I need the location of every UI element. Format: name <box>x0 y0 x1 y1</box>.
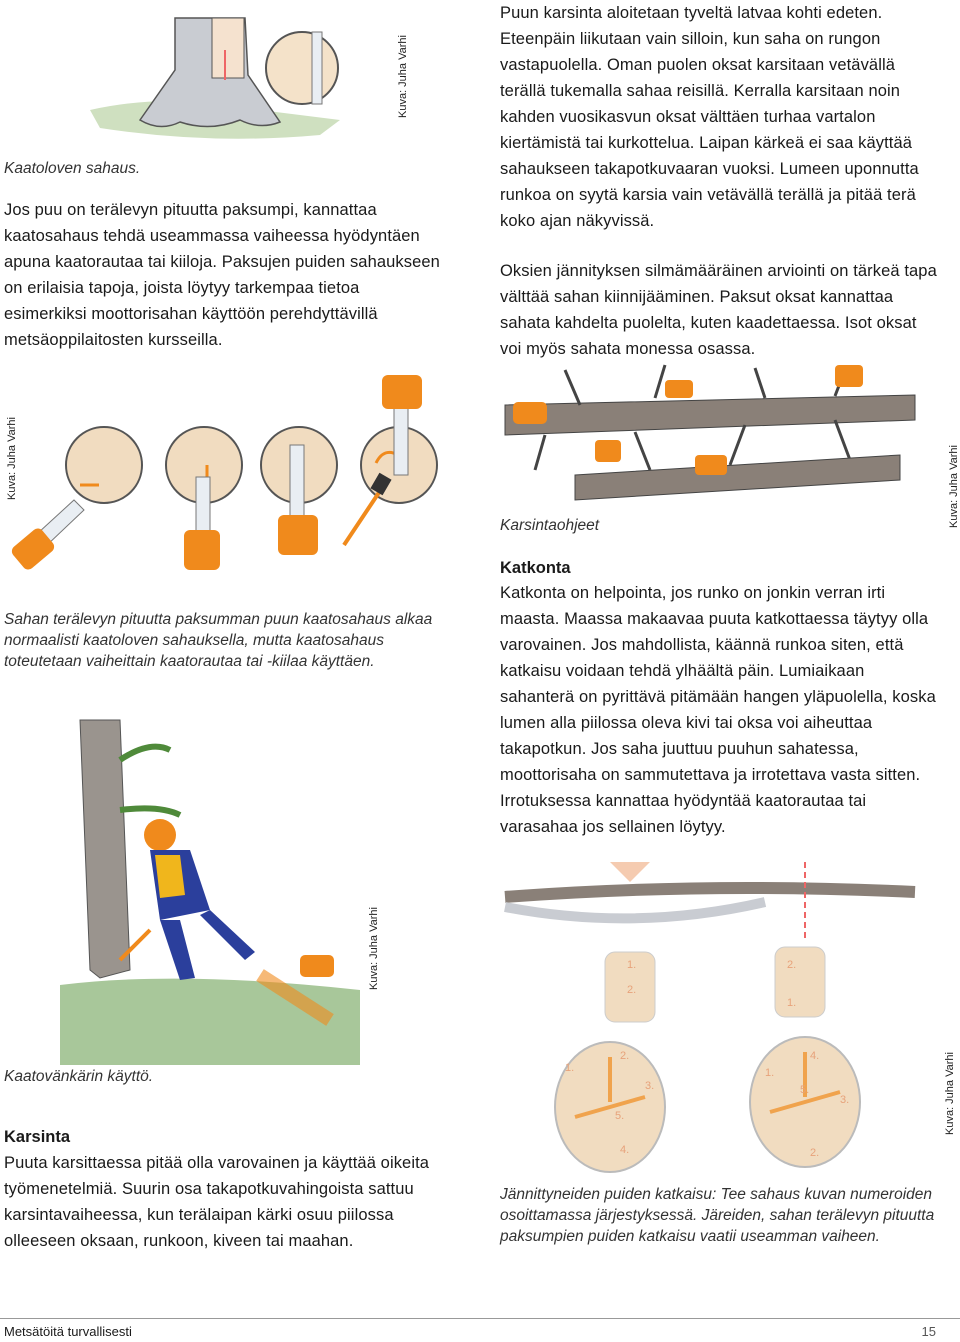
photo-credit: Kuva: Juha Varhi <box>368 907 380 990</box>
page-number: 15 <box>921 1324 936 1339</box>
step-number: 2. <box>627 984 637 996</box>
step-number: 1. <box>765 1067 775 1079</box>
section-heading: Katkonta <box>500 559 571 577</box>
body-paragraph: Katkonta on helpointa, jos runko on jonkin verran irti maasta. Maassa makaavaa puuta katkottaessa täytyy olla varovainen. Jos mahdollista, käännä runkoa siten, että katkaisu voidaan tehdä ylhäältä päin. Lumiaikaan sahanterä on pyrittävä pitämään hangen yläpuolella, koska lumen alla piilossa oleva kivi tai oksa voi aiheuttaa takapotkun. Jos saha juuttuu puuhun sahatessa, moottorisaha on sammutettava ja irrotettava vasta sitten. Irrotuksessa kannattaa hyödyntää kaatorautaa tai varasahaa jos sellainen löytyy. <box>500 584 936 836</box>
cut-step-3 <box>261 427 337 555</box>
photo-credit: Kuva: Juha Varhi <box>944 1052 956 1135</box>
figure-caption: Sahan terälevyn pituutta paksumman puun kaatosahaus alkaa normaalisti kaatoloven sahauksella, mutta kaatosahaus toteutetaan vaiheittain kaatorautaa tai -kiilaa käyttäen. <box>4 611 433 670</box>
step-number: 2. <box>787 959 797 971</box>
step-number: 4. <box>810 1050 820 1062</box>
photo-credit: Kuva: Juha Varhi <box>397 35 409 118</box>
step-number: 5. <box>800 1084 810 1096</box>
step-number: 1. <box>627 959 637 971</box>
section-heading: Karsinta <box>4 1128 71 1146</box>
footer-title: Metsätöitä turvallisesti <box>4 1324 132 1339</box>
step-number: 2. <box>810 1147 820 1159</box>
stump-illustration <box>80 10 350 155</box>
bucking-diagrams <box>505 862 925 1192</box>
body-paragraph: Puuta karsittaessa pitää olla varovainen ja käyttää oikeita työmenetelmiä. Suurin osa takapotkuvahingoista sattuu karsintavaiheessa, kun terälaipan kärki osuu piilossa olleeseen oksaan, runkoon, kiveen tai maahan. <box>4 1154 430 1250</box>
cut-step-4 <box>344 375 437 545</box>
figure-caption: Kaatovänkärin käyttö. <box>4 1068 154 1085</box>
step-number: 1. <box>787 997 797 1009</box>
step-number: 3. <box>840 1094 850 1106</box>
step-number: 3. <box>645 1080 655 1092</box>
footer-rule <box>0 1318 960 1319</box>
step-number: 1. <box>565 1062 575 1074</box>
cut-step-2 <box>166 427 242 570</box>
felling-cut-diagrams <box>14 365 444 590</box>
step-number: 2. <box>620 1050 630 1062</box>
photo-credit: Kuva: Juha Varhi <box>6 417 18 500</box>
photo-credit: Kuva: Juha Varhi <box>948 445 960 528</box>
figure-caption: Kaatoloven sahaus. <box>4 160 141 177</box>
cut-step-1 <box>9 427 142 572</box>
step-number: 5. <box>615 1110 625 1122</box>
step-number: 4. <box>620 1144 630 1156</box>
figure-caption: Karsintaohjeet <box>500 517 600 534</box>
body-paragraph: Puun karsinta aloitetaan tyveltä latvaa kohti edeten. Eteenpäin liikutaan vain silloin, kun saha on rungon vastapuolella. Oman puolen oksat karsitaan vetävällä terällä tukemalla sahaa reisillä. Kerralla karsitaan noin kahden vuosikasvun oksat välttäen turhaa vartalon kiertämistä tai kurkottelua. Laipan kärkeä ei saa käyttää sahaukseen takapotkuvaaran vuoksi. Lumeen uponnutta runkoa on syytä karsia vain vetävällä terällä ja pitää terä koko ajan näkyvissä. <box>500 4 919 230</box>
worker-illustration <box>60 720 360 1065</box>
limbing-illustration <box>505 360 925 505</box>
figure-caption: Jännittyneiden puiden katkaisu: Tee sahaus kuvan numeroiden osoittamassa järjestyksessä. Järeiden, sahan terälevyn pituutta paksumpien puiden katkaisu vaatii useamman vaiheen. <box>500 1186 935 1245</box>
body-paragraph: Jos puu on terälevyn pituutta paksumpi, kannattaa kaatosahaus tehdä useammassa vaiheessa hyödyntäen apuna kaatorautaa tai kiiloja. Paksujen puiden sahaukseen on erilaisia tapoja, joista löytyy tarkempaa tietoa esimerkiksi moottorisahan käyttöön perehdyttävillä metsäoppilaitosten kursseilla. <box>4 201 440 349</box>
body-paragraph: Oksien jännityksen silmämääräinen arviointi on tärkeä tapa välttää sahan kiinnijääminen. Paksut oksat kannattaa sahata kahdelta puolelta, kuten kaadettaessa. Isot oksat voi myös sahata monessa osassa. <box>500 262 937 358</box>
